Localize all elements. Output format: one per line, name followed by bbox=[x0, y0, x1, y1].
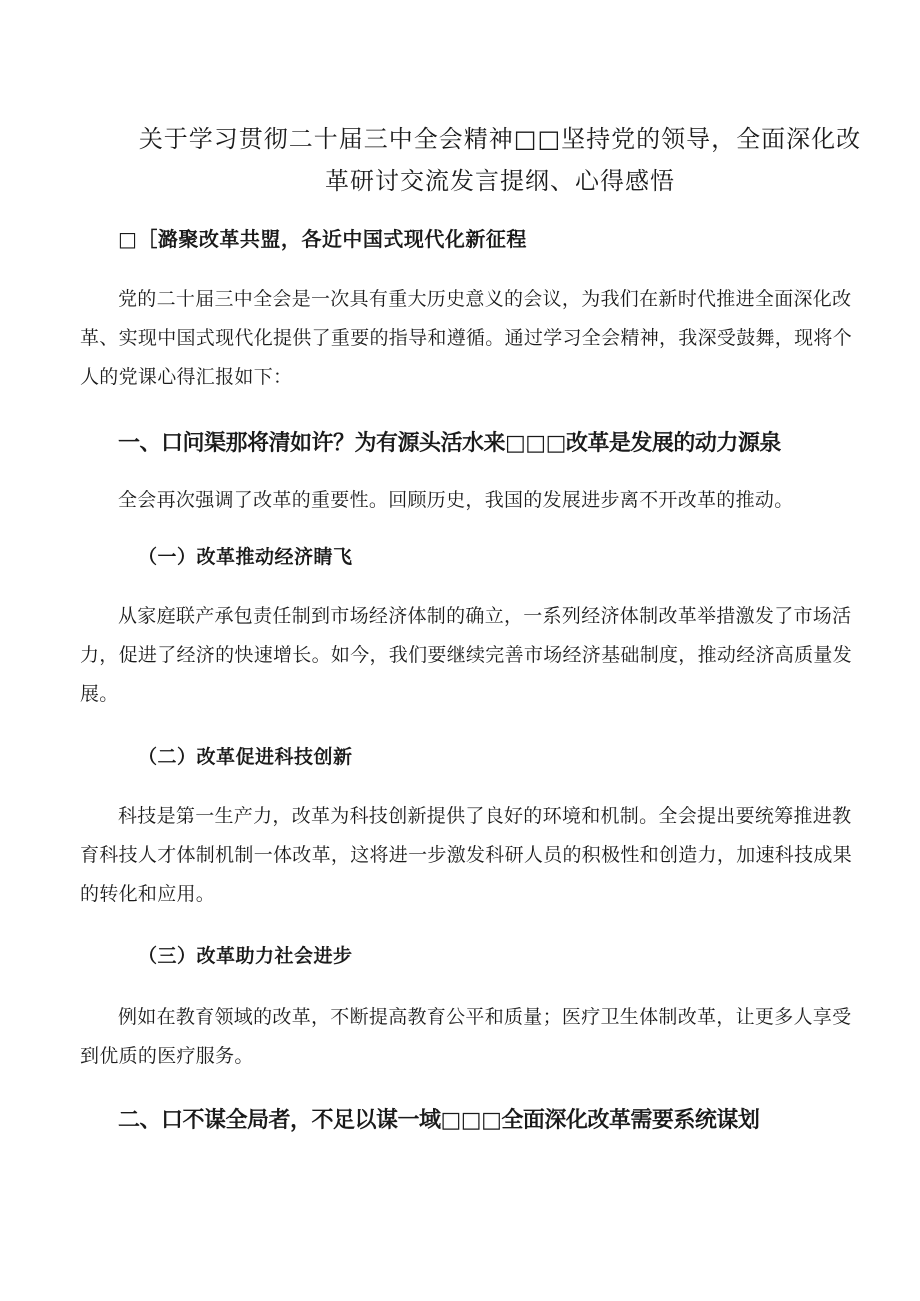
subsection-3-heading: （三）改革助力社会进步 bbox=[138, 945, 353, 967]
title-line-2: 革研讨交流发言提纲、心得感悟 bbox=[325, 167, 675, 195]
section-2-heading: 二、口不谋全局者，不足以谋一域□□□全面深化改革需要系统谋划 bbox=[118, 1108, 760, 1133]
section-1-heading: 一、口问渠那将清如许？为有源头活水来□□□改革是发展的动力源泉 bbox=[118, 431, 781, 456]
intro-paragraph: 党的二十届三中全会是一次具有重大历史意义的会议，为我们在新时代推进全面深化改革、实现中国式现代化提供了重要的指导和遵循。通过学习全会精神，我深受鼓舞，现将个人的党课心得汇报如下： bbox=[80, 288, 853, 388]
subsection-1-heading: （一）改革推动经济睛飞 bbox=[138, 546, 353, 568]
subsection-2-heading: （二）改革促进科技创新 bbox=[138, 746, 353, 768]
subsection-2-text: 科技是第一生产力，改革为科技创新提供了良好的环境和机制。全会提出要统筹推进教育科技人才体制机制一体改革，这将进一步激发科研人员的积极性和创造力，加速科技成果的转化和应用。 bbox=[80, 805, 853, 905]
section-1-intro: 全会再次强调了改革的重要性。回顾历史，我国的发展进步离不开改革的推动。 bbox=[118, 489, 794, 511]
document-title bbox=[100, 118, 900, 202]
subsection-3-text: 例如在教育领域的改革，不断提高教育公平和质量；医疗卫生体制改革，让更多人享受到优质的医疗服务。 bbox=[80, 1006, 852, 1067]
title-line-1: 关于学习贯彻二十届三中全会精神□□坚持党的领导，全面深化改 bbox=[138, 125, 862, 153]
lead-heading: □［潞聚改革共盟，各近中国式现代化新征程 bbox=[118, 227, 527, 251]
subsection-1-text: 从家庭联产承包责任制到市场经济体制的确立，一系列经济体制改革举措激发了市场活力，促进了经济的快速增长。如今，我们要继续完善市场经济基础制度，推动经济高质量发展。 bbox=[80, 605, 853, 705]
